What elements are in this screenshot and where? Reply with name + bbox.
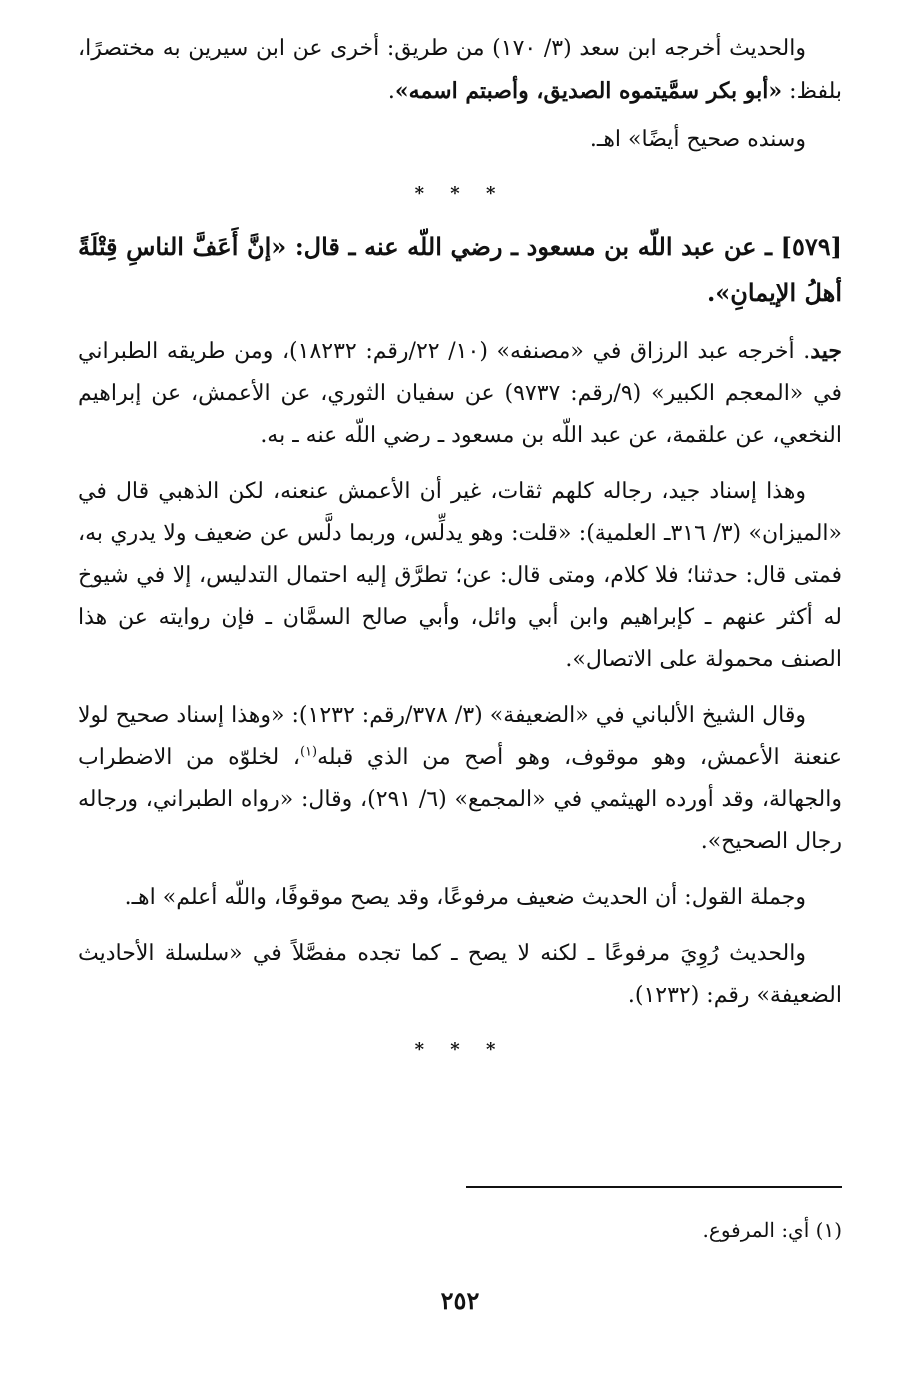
paragraph-isnad-sahih: وسنده صحيح أيضًا» اهـ. <box>589 127 806 152</box>
paragraph-previous-end: . <box>387 79 395 104</box>
quoted-saying: «أبو بكر سمَّيتموه الصديق، وأصبتم اسمه» <box>394 78 783 104</box>
paragraph-previous-hadith <box>78 28 842 113</box>
section-separator-end: * * * <box>414 1039 506 1060</box>
paragraph-takhrij <box>78 330 842 457</box>
page-number: ٢٥٢ <box>440 1286 480 1315</box>
paragraph-takhrij-text: . أخرجه عبد الرزاق في «مصنفه» (١٠/ ٢٢/رقم: ١٨٢٣٢)، ومن طريقه الطبراني في «المعجم الكبير» (٩/رقم: ٩٧٣٧) عن سفيان الثوري، عن الأعمش، عن إبراهيم النخعي، عن علقمة، عن عبد اللّه بن مسعود ـ رضي اللّه عنه ـ به. <box>78 339 842 448</box>
grade-word: جيد <box>810 338 842 364</box>
footnote-divider <box>466 1186 842 1188</box>
paragraph-previous-text: والحديث أخرجه ابن سعد (٣/ ١٧٠) من طريق: أخرى عن ابن سيرين به مختصرًا، بلفظ: <box>78 36 842 104</box>
paragraph-conclusion: وجملة القول: أن الحديث ضعيف مرفوعًا، وقد يصح موقوفًا، واللّه أعلم» اهـ. <box>124 885 806 910</box>
page-body <box>78 28 842 1080</box>
paragraph-albani-part-b: ، لخلوّه من الاضطراب والجهالة، وقد أورده الهيثمي في «المجمع» (٦/ ٢٩١)، وقال: «رواه الطبراني، ورجاله رجال الصحيح». <box>78 745 842 854</box>
footnote-marker: (١) <box>299 744 318 760</box>
paragraph-isnad-jayyid: وهذا إسناد جيد، رجاله كلهم ثقات، غير أن الأعمش عنعنه، لكن الذهبي قال في «الميزان» (٣/ ٣١٦ـ العلمية): «قلت: وهو يدلِّس، وربما دلَّس عن ضعيف ولا يدري به، فمتى قال: حدثنا؛ فلا كلام، ومتى قال: عن؛ تطرَّق إليه احتمال التدليس، إلا في شيوخ له أكثر عنهم ـ كإبراهيم وابن أبي وائل، وأبي صالح السمَّان ـ فإن روايته عن هذا الصنف محمولة على الاتصال». <box>78 479 843 672</box>
footnote-text: (١) أي: المرفوع. <box>702 1218 842 1242</box>
paragraph-marfu: والحديث رُوِيَ مرفوعًا ـ لكنه لا يصح ـ كما تجده مفصَّلاً في «سلسلة الأحاديث الضعيفة» رقم: (١٢٣٢). <box>78 941 842 1008</box>
paragraph-albani-part-a: وقال الشيخ الألباني في «الضعيفة» (٣/ ٣٧٨/رقم: ١٢٣٢): «وهذا إسناد صحيح لولا عنعنة الأعمش، وهو موقوف، وهو أصح من الذي قبله <box>78 703 842 770</box>
section-separator: * * * <box>414 183 506 204</box>
paragraph-albani <box>78 695 842 863</box>
hadith-heading: [٥٧٩] ـ عن عبد اللّه بن مسعود ـ رضي اللّه عنه ـ قال: «إنَّ أَعَفَّ الناسِ قِتْلَةً أهلُ الإيمانِ». <box>78 232 842 307</box>
